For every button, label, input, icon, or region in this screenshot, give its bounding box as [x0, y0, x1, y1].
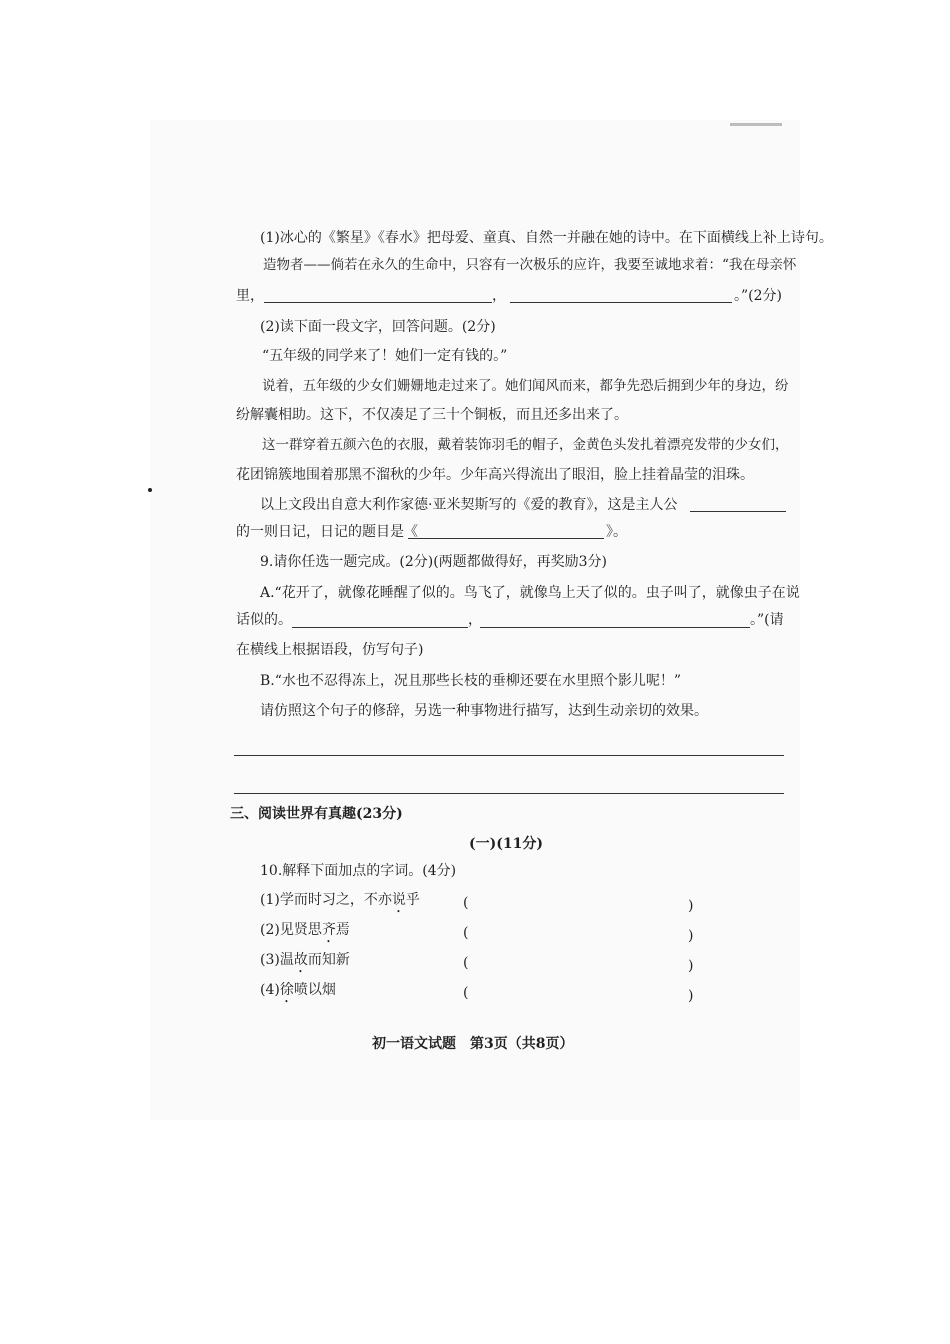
margin-dot [148, 488, 152, 492]
q10-open-paren: ( [463, 895, 469, 911]
q8-poem-line2-start: 里， [236, 288, 264, 304]
q9-b-line2: 请仿照这个句子的修辞，另选一种事物进行描写，达到生动亲切的效果。 [260, 703, 708, 719]
q8-question-line1: 以上文段出自意大利作家德·亚米契斯写的《爱的教育》，这是主人公 [260, 497, 678, 513]
q9-title: 9.请你任选一题完成。(2分)(两题都做得好，再奖励3分) [260, 554, 608, 570]
q10-close-paren: ) [688, 988, 694, 1004]
q8-question-line2-start: 的一则日记，日记的题目是《 [236, 524, 418, 540]
q8-passage-p1-line2: 纷解囊相助。这下，不仅凑足了三十个铜板，而且还多出来了。 [236, 407, 628, 423]
q10-close-paren: ) [688, 898, 694, 914]
q10-title: 10.解释下面加点的字词。(4分) [260, 863, 457, 879]
q8-blank-2[interactable] [510, 302, 732, 303]
q10-dotted-word: 齐 [321, 922, 336, 938]
q10-open-paren: ( [463, 985, 469, 1001]
q10-close-paren: ) [688, 928, 694, 944]
q10-item-suffix: 焉 [335, 922, 350, 938]
q9-a-line2-end: 。”(请 [750, 612, 784, 628]
q8-protagonist-blank[interactable] [690, 511, 786, 512]
q10-item-prefix: (4) [260, 982, 280, 998]
q10-dotted-word: 说 [391, 892, 406, 908]
q8-title-blank[interactable] [408, 538, 604, 539]
q8-passage-p2-line2: 花团锦簇地围着那黑不溜秋的少年。少年高兴得流出了眼泪，脸上挂着晶莹的泪珠。 [236, 467, 754, 483]
q9-answer-line-1[interactable] [234, 755, 784, 756]
q10-item-prefix: (3)温 [260, 952, 294, 968]
q10-item-suffix: 喷以烟 [293, 982, 336, 998]
q8-poem-end: 。”(2分) [734, 288, 782, 304]
q10-close-paren: ) [688, 958, 694, 974]
page-footer: 初一语文试题 第3页（共8页） [372, 1036, 574, 1052]
section3-heading: 三、阅读世界有真趣(23分) [230, 806, 403, 822]
q9-a-comma: ， [468, 612, 482, 628]
q8-passage-p1-line1: 说着，五年级的少女们姗姗地走过来了。她们闻风而来，都争先恐后拥到少年的身边，纷 [262, 378, 789, 394]
q8-part2-intro: (2)读下面一段文字，回答问题。(2分) [260, 319, 496, 335]
q9-b-line1: B.“水也不忍得冻上，况且那些长枝的垂柳还要在水里照个影儿呢！” [260, 673, 682, 689]
q10-dotted-word: 故 [293, 952, 308, 968]
q9-a-line2-start: 话似的。 [236, 612, 292, 628]
q8-part1-intro: (1)冰心的《繁星》《春水》把母爱、童真、自然一并融在她的诗中。在下面横线上补上诗句。 [260, 230, 833, 246]
q8-blank-1[interactable] [264, 302, 492, 303]
q10-item-prefix: (2)见贤思 [260, 922, 322, 938]
q10-open-paren: ( [463, 925, 469, 941]
q9-a-line3: 在横线上根据语段，仿写句子) [236, 642, 424, 658]
q9-a-line1: A.“花开了，就像花睡醒了似的。鸟飞了，就像鸟上天了似的。虫子叫了，就像虫子在说 [260, 585, 800, 601]
q9-a-blank-1[interactable] [292, 627, 468, 628]
q8-passage-p2-line1: 这一群穿着五颜六色的衣服，戴着装饰羽毛的帽子，金黄色头发扎着漂亮发带的少女们， [262, 437, 789, 453]
q8-comma: ， [492, 288, 506, 304]
scan-mark [730, 123, 782, 126]
q10-item-suffix: 乎 [405, 892, 420, 908]
q8-poem-line1: 造物者——倘若在永久的生命中，只容有一次极乐的应许，我要至诚地求着：“我在母亲怀 [263, 257, 797, 273]
q10-item-prefix: (1)学而时习之，不亦 [260, 892, 392, 908]
q9-answer-line-2[interactable] [234, 793, 784, 794]
q8-passage-quote: “五年级的同学来了！她们一定有钱的。” [262, 348, 508, 364]
q10-open-paren: ( [463, 955, 469, 971]
q8-question-line2-end: 》。 [606, 524, 627, 540]
q10-item-suffix: 而知新 [307, 952, 350, 968]
q10-dotted-word: 徐 [279, 982, 294, 998]
section3-subheading: (一)(11分) [469, 836, 543, 852]
q9-a-blank-2[interactable] [480, 627, 750, 628]
